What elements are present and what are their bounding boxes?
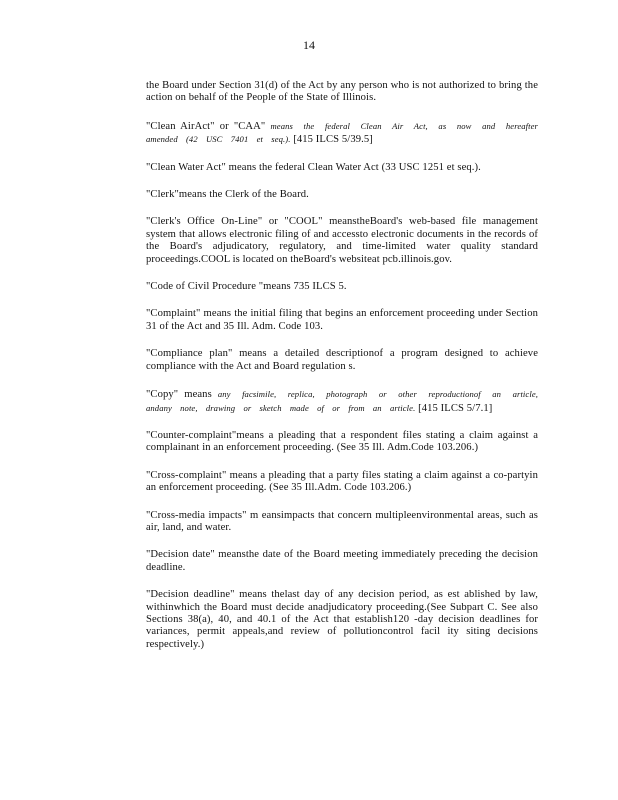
entry-text: "Cross-complaint" means a pleading that a party files stating a claim against a co-partyin an enforcement proceeding. (See 35 Ill.Adm. Code 103.206.): [146, 469, 538, 494]
entry-italic-text: any facsimile, replica, photograph or other reproductionof an article, andany note, drawing or sketch made of or from an article.: [146, 389, 538, 413]
entry-citation: [415 ILCS 5/39.5]: [290, 134, 373, 146]
definition-clean-air-act: [146, 120, 538, 147]
definition-cool: [146, 216, 538, 266]
entry-citation: [415 ILCS 5/7.1]: [415, 402, 493, 414]
entry-text: "Counter-complaint"means a pleading that a respondent files stating a claim against a complainant in an enforcement proceeding. (See 35 Ill. Adm.Code 103.206.): [146, 429, 538, 454]
definition-continuation: [146, 80, 538, 105]
definition-cross-complaint: [146, 470, 538, 495]
entry-text: "Clean Water Act" means the federal Clean Water Act (33 USC 1251 et seq.).: [146, 161, 481, 173]
entry-text: "Clerk"means the Clerk of the Board.: [146, 189, 309, 201]
entry-text: "Cross-media impacts" m eansimpacts that concern multipleenvironmental areas, such as air, land, and water.: [146, 509, 538, 533]
definition-code-of-civil-procedure: [146, 281, 538, 293]
definitions-list: [146, 80, 538, 666]
entry-text: "Decision deadline" means thelast day of any decision period, as est ablished by law, withinwhich the Board must decide anadjudicatory proceeding.(See Subpart C. See also Sections 38(a), 40, and 40.1 of the Act that establish120 -day decision deadlines for variances, permit appeals,and review of pollutioncontrol facil ity siting decisions respectively.): [146, 589, 538, 650]
definition-clerk: [146, 189, 538, 201]
definition-cross-media-impacts: [146, 510, 538, 535]
entry-text: "Clerk's Office On-Line" or "COOL" meanstheBoard's web-based file management system that allows electronic filing of and accessto electronic documents in the records of the Board's adjudicatory, regulatory, and time-limited water quality standard proceedings.COOL is located on theBoard's websiteat pcb.illinois.gov.: [146, 216, 538, 265]
entry-text: the Board under Section 31(d) of the Act by any person who is not authorized to bring the action on behalf of the People of the State of Illinois.: [146, 80, 538, 104]
definition-decision-date: [146, 549, 538, 574]
definition-clean-water-act: [146, 162, 538, 174]
definition-compliance-plan: [146, 348, 538, 373]
entry-term: "Copy" means: [146, 389, 218, 401]
definition-decision-deadline: [146, 589, 538, 651]
entry-text: "Complaint" means the initial filing that begins an enforcement proceeding under Section 31 of the Act and 35 Ill. Adm. Code 103.: [146, 308, 538, 332]
definition-complaint: [146, 308, 538, 333]
entry-italic-text: means the federal Clean Air Act, as now and hereafter amended (42 USC 7401 et seq.).: [146, 120, 538, 145]
page-number: 14: [303, 38, 315, 52]
entry-term: "Clean AirAct" or "CAA": [146, 120, 271, 132]
definition-counter-complaint: [146, 430, 538, 455]
definition-copy: [146, 388, 538, 415]
entry-text: "Decision date" meansthe date of the Board meeting immediately preceding the decision deadline.: [146, 549, 538, 573]
entry-text: "Code of Civil Procedure "means 735 ILCS 5.: [146, 281, 347, 293]
entry-text: "Compliance plan" means a detailed descriptionof a program designed to achieve compliance with the Act and Board regulation s.: [146, 348, 538, 372]
